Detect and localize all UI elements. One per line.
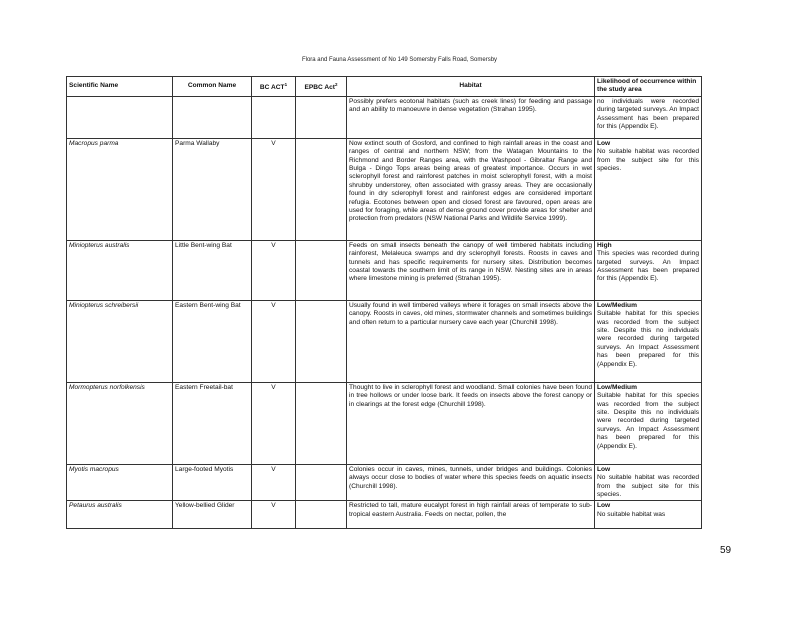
scientific-name-cell: Macropus parma [67,138,173,240]
scientific-name-cell: Miniopterus australis [67,240,173,300]
likelihood-cell [595,464,702,501]
epbc-act-cell [296,501,347,529]
epbc-act-cell [296,96,347,138]
table-row [67,464,702,501]
habitat-cell: Now extinct south of Gosford, and confined to high rainfall areas in the coast and ranges of central and northern NSW; from the Watagan Mountains to the Richmond and Border Ranges area, with the Washpool - Gibraltar Range and Bulga - Dingo Tops areas being areas of greatest importance. Occurs in wet sclerophyll forest and rainforest patches in moist sclerophyll forest, with a moist shrubby understorey, often associated with grassy areas. They are occasionally found in dry sclerophyll forest and rainforest edges are considered important refugia. Ecotones between open and closed forest are favoured, open areas are used for foraging, while areas of dense ground cover provide areas for shelter and protection from predators (NSW National Parks and Wildlife Service 1999). [347,138,595,240]
table-row [67,138,702,240]
epbc-act-cell [296,240,347,300]
likelihood-cell [595,300,702,382]
bc-act-cell: V [252,138,296,240]
col-bc-act: BC ACT$^1$ [252,77,296,97]
likelihood-rating: Low [597,139,611,147]
likelihood-rating: Low [597,502,611,510]
species-table [66,76,702,529]
common-name-cell: Little Bent-wing Bat [173,240,252,300]
scientific-name-cell [67,96,173,138]
epbc-act-cell [296,382,347,464]
table-row [67,96,702,138]
common-name-cell: Parma Wallaby [173,138,252,240]
table-row [67,240,702,300]
habitat-cell: Colonies occur in caves, mines, tunnels, under bridges and buildings. Colonies always occur close to bodies of water where this species feeds on aquatic insects (Churchill 1998). [347,464,595,501]
likelihood-text: no individuals were recorded during targeted surveys. An Impact Assessment has been prepared for this (Appendix E). [597,97,699,131]
likelihood-rating: High [597,241,612,249]
col-likelihood: Likelihood of occurrence within the study area [595,77,702,97]
likelihood-rating: Low/Medium [597,301,637,309]
habitat-cell: Possibly prefers ecotonal habitats (such as creek lines) for feeding and passage and an ability to manoeuvre in dense vegetation (Strahan 1995). [347,96,595,138]
likelihood-text: No suitable habitat was [597,510,666,518]
bc-act-cell: V [252,501,296,529]
scientific-name-cell: Miniopterus schreibersii [67,300,173,382]
common-name-cell [173,96,252,138]
bc-act-cell: V [252,300,296,382]
epbc-act-cell [296,464,347,501]
habitat-cell: Restricted to tall, mature eucalypt forest in high rainfall areas of temperate to sub-tropical eastern Australia. Feeds on nectar, pollen, the [347,501,595,529]
table-header-row [67,77,702,97]
common-name-cell: Eastern Bent-wing Bat [173,300,252,382]
habitat-cell: Usually found in well timbered valleys where it forages on small insects above the canopy. Roosts in caves, old mines, stormwater channels and sometimes buildings and often return to a particular nursery cave each year (Churchill 1998). [347,300,595,382]
scientific-name-cell: Petaurus australis [67,501,173,529]
likelihood-cell [595,138,702,240]
scientific-name-cell: Mormopterus norfolkensis [67,382,173,464]
likelihood-text: Suitable habitat for this species was recorded from the subject site. Despite this no individuals were recorded during targeted surveys. An Impact Assessment has been prepared for this (Appendix E). [597,310,699,368]
habitat-cell: Feeds on small insects beneath the canopy of well timbered habitats including rainforest, Melaleuca swamps and dry sclerophyll forests. Roosts in caves and tunnels and has specific requirements for nursery sites. Distribution becomes coastal towards the southern limit of its range in NSW. Nesting sites are in areas where limestone mining is preferred (Strahan 1995). [347,240,595,300]
likelihood-cell [595,501,702,529]
page-header: Flora and Fauna Assessment of No 149 Somersby Falls Road, Somersby [301,57,498,63]
col-epbc-act: EPBC Act$^2$ [296,77,347,97]
bc-act-cell [252,96,296,138]
likelihood-text: No suitable habitat was recorded from the subject site for this species. [597,474,699,499]
table-row [67,382,702,464]
likelihood-text: This species was recorded during targeted surveys. An Impact Assessment has been prepared for this (Appendix E). [597,250,699,283]
bc-act-cell: V [252,240,296,300]
common-name-cell: Large-footed Myotis [173,464,252,501]
page-number: 59 [720,545,732,556]
col-scientific-name: Scientific Name [67,77,173,97]
table-row [67,300,702,382]
bc-act-cell: V [252,382,296,464]
likelihood-text: No suitable habitat was recorded from the subject site for this species. [597,148,699,173]
bc-act-cell: V [252,464,296,501]
table-row [67,501,702,529]
common-name-cell: Yellow-bellied Glider [173,501,252,529]
col-common-name: Common Name [173,77,252,97]
scientific-name-cell: Myotis macropus [67,464,173,501]
likelihood-cell [595,382,702,464]
common-name-cell: Eastern Freetail-bat [173,382,252,464]
likelihood-text: Suitable habitat for this species was recorded from the subject site. Despite this no individuals were recorded during targeted surveys. An Impact Assessment has been prepared for this (Appendix E). [597,392,699,450]
col-habitat: Habitat [347,77,595,97]
habitat-cell: Thought to live in sclerophyll forest and woodland. Small colonies have been found in tree hollows or under loose bark. It feeds on insects above the forest canopy or in clearings at the forest edge (Churchill 1998). [347,382,595,464]
epbc-act-cell [296,300,347,382]
likelihood-cell [595,96,702,138]
likelihood-rating: Low [597,465,611,473]
epbc-act-cell [296,138,347,240]
likelihood-rating: Low/Medium [597,383,637,391]
likelihood-cell [595,240,702,300]
